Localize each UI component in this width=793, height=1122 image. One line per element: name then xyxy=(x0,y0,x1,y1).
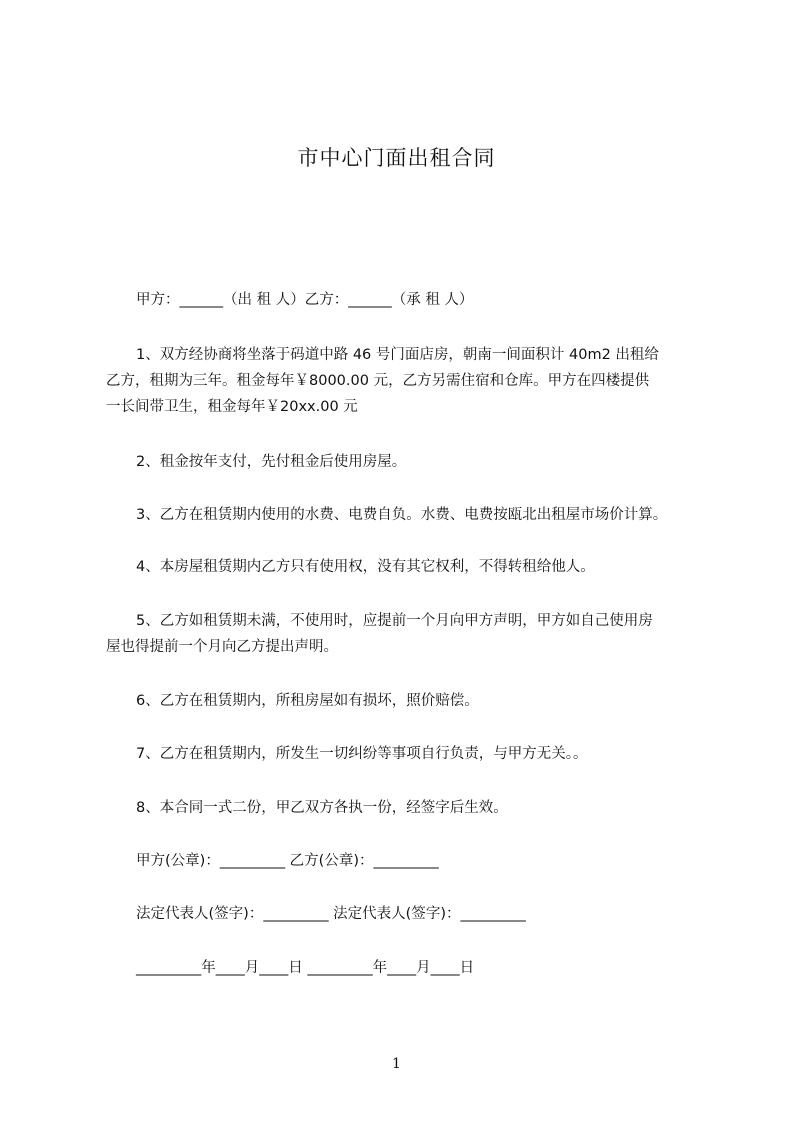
clause-1-line-3: 一长间带卫生，租金每年￥20xx.00 元 xyxy=(106,399,358,415)
clause-5-line-2: 屋也得提前一个月向乙方提出声明。 xyxy=(106,639,338,655)
clause-2: 2、租金按年支付，先付租金后使用房屋。 xyxy=(136,454,407,470)
clause-6: 6、乙方在租赁期内，所租房屋如有损坏，照价赔偿。 xyxy=(136,693,479,709)
clause-5-line-1: 5、乙方如租赁期未满，不使用时，应提前一个月向甲方声明，甲方如自己使用房 xyxy=(136,613,653,629)
parties-line: 甲方：______（出 租 人）乙方：______（承 租 人） xyxy=(136,292,474,308)
clause-8: 8、本合同一式二份，甲乙双方各执一份，经签字后生效。 xyxy=(136,800,508,816)
seal-signature-line: 甲方(公章)：_________ 乙方(公章)：_________ xyxy=(136,853,439,869)
page-number: 1 xyxy=(392,1056,401,1072)
date-line: _________年____月____日 _________年____月____日 xyxy=(136,960,475,976)
clause-1-line-1: 1、双方经协商将坐落于码道中路 46 号门面店房，朝南一间面积计 40m2 出租给 xyxy=(136,347,659,363)
clause-4: 4、本房屋租赁期内乙方只有使用权，没有其它权利，不得转租给他人。 xyxy=(136,559,595,575)
clause-1-line-2: 乙方，租期为三年。租金每年￥8000.00 元，乙方另需住宿和仓库。甲方在四楼提供 xyxy=(106,373,650,389)
clause-3: 3、乙方在租赁期内使用的水费、电费自负。水费、电费按瓯北出租屋市场价计算。 xyxy=(136,507,668,523)
clause-7: 7、乙方在租赁期内，所发生一切纠纷等事项自行负责，与甲方无关。。 xyxy=(136,746,588,762)
representative-signature-line: 法定代表人(签字)：_________ 法定代表人(签字)：_________ xyxy=(136,906,526,922)
document-title: 市中心门面出租合同 xyxy=(297,146,496,170)
